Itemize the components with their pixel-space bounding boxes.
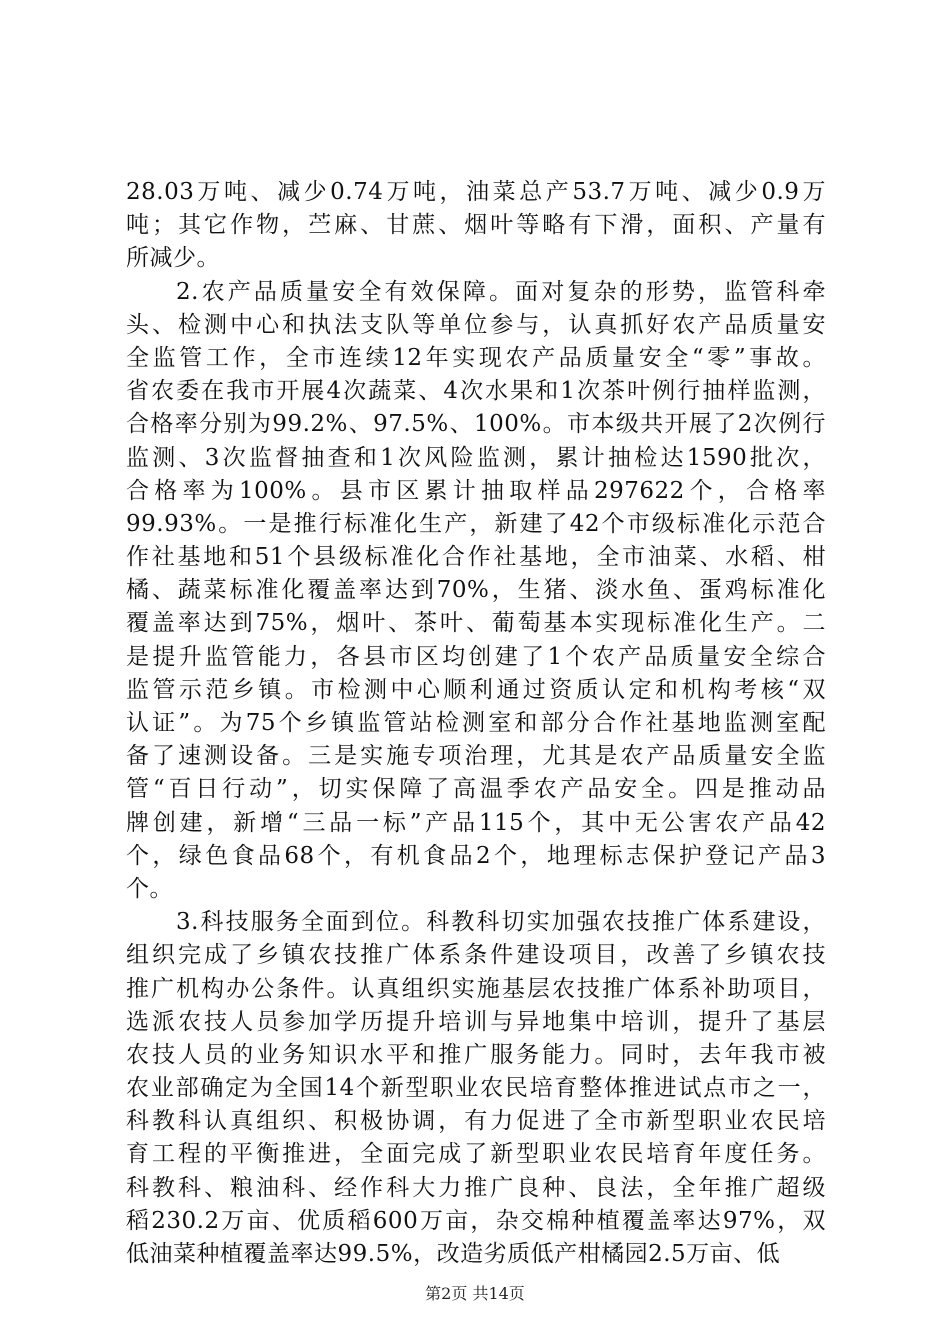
text-line: 所减少。 (126, 245, 220, 272)
text-line: 头、检测中心和执法支队等单位参与，认真抓好农产品质量安 (126, 311, 826, 338)
text-line: 育工程的平衡推进，全面完成了新型职业农民培育年度任务。 (126, 1141, 826, 1168)
text-line: 牌创建，新增“三品一标”产品115个，其中无公害农产品42 (126, 809, 826, 836)
body-text (126, 176, 826, 1271)
page-footer: 第2页 共14页 (425, 1284, 525, 1303)
text-line: 28.03万吨、减少0.74万吨，油菜总产53.7万吨、减少0.9万 (126, 179, 826, 205)
text-line: 科教科、粮油科、经作科大力推广良种、良法，全年推广超级 (126, 1174, 826, 1201)
text-line: 推广机构办公条件。认真组织实施基层农技推广体系补助项目， (126, 975, 826, 1002)
text-line: 农业部确定为全国14个新型职业农民培育整体推进试点市之一， (126, 1075, 826, 1102)
paragraph (126, 276, 826, 907)
text-line: 是提升监管能力，各县市区均创建了1个农产品质量安全综合 (126, 643, 826, 670)
text-line: 省农委在我市开展4次蔬菜、4次水果和1次茶叶例行抽样监测， (126, 378, 826, 405)
text-line: 组织完成了乡镇农技推广体系条件建设项目，改善了乡镇农技 (126, 942, 826, 969)
paragraph (126, 906, 826, 1271)
text-line: 监测、3次监督抽查和1次风险监测，累计抽检达1590批次， (126, 444, 826, 471)
text-line: 监管示范乡镇。市检测中心顺利通过资质认定和机构考核“双 (126, 676, 826, 703)
text-line: 管“百日行动”，切实保障了高温季农产品安全。四是推动品 (126, 776, 826, 803)
text-line: 99.93%。一是推行标准化生产，新建了42个市级标准化示范合 (126, 510, 826, 537)
text-line: 全监管工作，全市连续12年实现农产品质量安全“零”事故。 (126, 344, 826, 371)
text-line: 低油菜种植覆盖率达99.5%，改造劣质低产柑橘园2.5万亩、低 (126, 1241, 781, 1267)
text-line: 认证”。为75个乡镇监管站检测室和部分合作社基地监测室配 (126, 710, 826, 736)
text-line: 合格率为100%。县市区累计抽取样品297622个，合格率 (126, 477, 826, 504)
text-line: 3.科技服务全面到位。科教科切实加强农技推广体系建设， (176, 909, 826, 936)
text-line: 科教科认真组织、积极协调，有力促进了全市新型职业农民培 (126, 1108, 826, 1135)
paragraph (126, 176, 826, 276)
text-line: 选派农技人员参加学历提升培训与异地集中培训，提升了基层 (126, 1008, 826, 1035)
text-line: 农技人员的业务知识水平和推广服务能力。同时，去年我市被 (126, 1041, 826, 1068)
text-line: 稻230.2万亩、优质稻600万亩，杂交棉种植覆盖率达97%，双 (126, 1207, 826, 1234)
text-line: 橘、蔬菜标准化覆盖率达到70%，生猪、淡水鱼、蛋鸡标准化 (126, 577, 826, 604)
text-line: 吨；其它作物，苎麻、甘蔗、烟叶等略有下滑，面积、产量有 (126, 212, 826, 239)
text-line: 作社基地和51个县级标准化合作社基地，全市油菜、水稻、柑 (126, 544, 826, 571)
text-line: 覆盖率达到75%，烟叶、茶叶、葡萄基本实现标准化生产。二 (126, 610, 826, 637)
text-line: 2.农产品质量安全有效保障。面对复杂的形势，监管科牵 (176, 278, 826, 305)
text-line: 备了速测设备。三是实施专项治理，尤其是农产品质量安全监 (126, 743, 826, 770)
text-line: 个。 (126, 875, 173, 902)
text-line: 个，绿色食品68个，有机食品2个，地理标志保护登记产品3 (126, 842, 826, 869)
text-line: 合格率分别为99.2%、97.5%、100%。市本级共开展了2次例行 (126, 411, 826, 438)
